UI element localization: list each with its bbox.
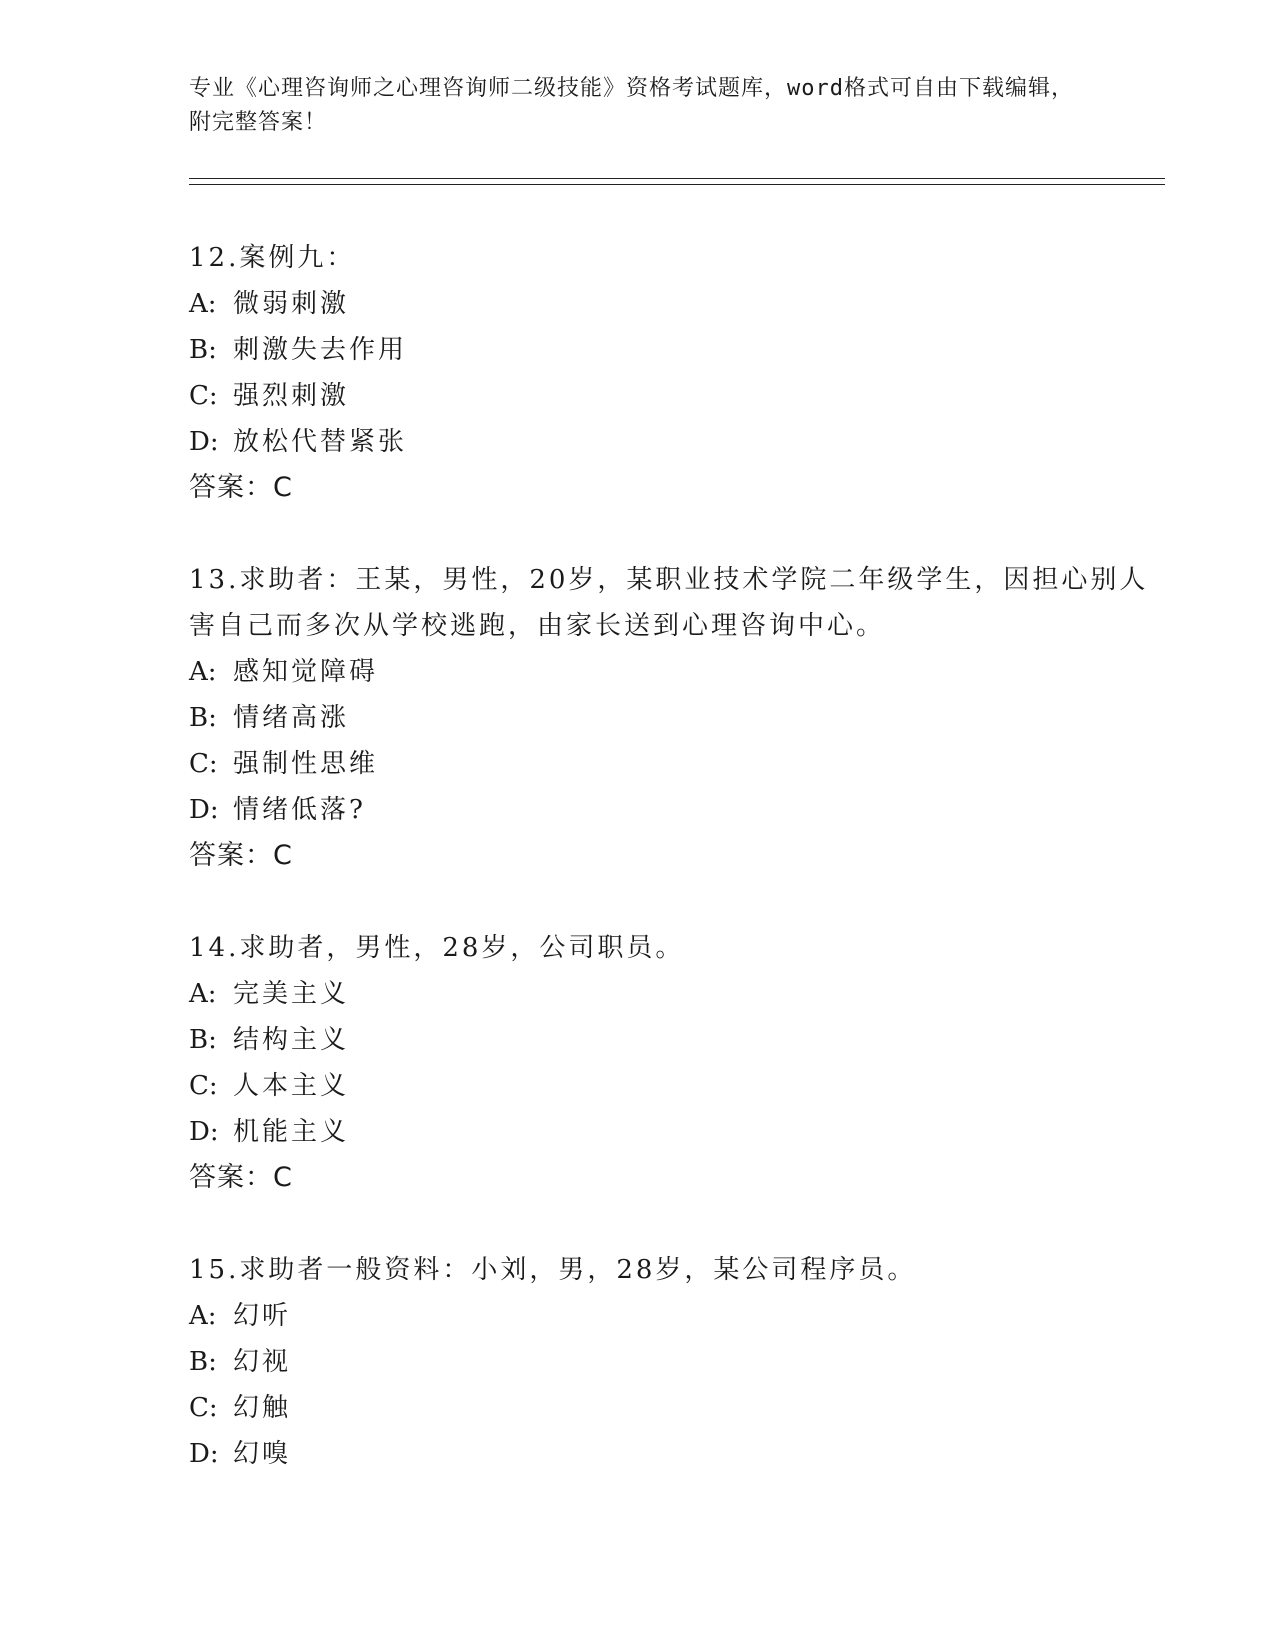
option-letter: B: xyxy=(189,703,217,733)
option-text: 完美主义 xyxy=(233,979,350,1009)
option-b xyxy=(189,327,1149,373)
option-text: 人本主义 xyxy=(233,1071,350,1101)
option-letter: A: xyxy=(189,657,217,687)
header-divider-top xyxy=(189,178,1165,179)
option-text: 结构主义 xyxy=(233,1025,350,1055)
option-letter: A: xyxy=(189,1301,217,1331)
question-12 xyxy=(189,235,1149,511)
option-text: 幻嗅 xyxy=(233,1439,292,1469)
option-letter: A: xyxy=(189,289,217,319)
option-a xyxy=(189,1293,1149,1339)
question-14 xyxy=(189,925,1149,1201)
option-letter: D: xyxy=(189,1117,219,1147)
option-a xyxy=(189,649,1149,695)
option-c xyxy=(189,1385,1149,1431)
option-c xyxy=(189,1063,1149,1109)
option-letter: C: xyxy=(189,749,218,779)
option-letter: B: xyxy=(189,1347,217,1377)
question-15 xyxy=(189,1247,1149,1477)
option-letter: C: xyxy=(189,1393,218,1423)
option-letter: B: xyxy=(189,1025,217,1055)
question-stem: 13.求助者：王某，男性，20岁，某职业技术学院二年级学生，因担心别人害自己而多次从学校逃跑，由家长送到心理咨询中心。 xyxy=(189,565,1149,641)
option-text: 强制性思维 xyxy=(233,749,379,779)
option-text: 放松代替紧张 xyxy=(233,427,408,457)
option-letter: C: xyxy=(189,381,218,411)
option-d xyxy=(189,1431,1149,1477)
question-list xyxy=(189,235,1149,1523)
question-13 xyxy=(189,557,1149,879)
option-text: 强烈刺激 xyxy=(233,381,350,411)
option-text: 机能主义 xyxy=(233,1117,350,1147)
option-c xyxy=(189,741,1149,787)
option-b xyxy=(189,1017,1149,1063)
answer-line: 答案：C xyxy=(189,472,293,503)
option-text: 情绪低落? xyxy=(233,795,366,825)
option-text: 幻听 xyxy=(233,1301,292,1331)
question-stem: 14.求助者，男性，28岁，公司职员。 xyxy=(189,933,685,963)
option-b xyxy=(189,1339,1149,1385)
option-letter: A: xyxy=(189,979,217,1009)
option-c xyxy=(189,373,1149,419)
option-text: 幻视 xyxy=(233,1347,292,1377)
option-letter: B: xyxy=(189,335,217,365)
question-stem: 12.案例九： xyxy=(189,243,356,273)
question-stem: 15.求助者一般资料：小刘，男，28岁，某公司程序员。 xyxy=(189,1255,917,1285)
option-d xyxy=(189,787,1149,833)
option-text: 刺激失去作用 xyxy=(233,335,408,365)
option-d xyxy=(189,1109,1149,1155)
option-text: 微弱刺激 xyxy=(233,289,350,319)
option-letter: D: xyxy=(189,427,219,457)
option-b xyxy=(189,695,1149,741)
option-letter: D: xyxy=(189,795,219,825)
option-a xyxy=(189,281,1149,327)
header-divider-bottom xyxy=(189,184,1165,185)
option-letter: C: xyxy=(189,1071,218,1101)
option-text: 情绪高涨 xyxy=(233,703,350,733)
option-a xyxy=(189,971,1149,1017)
option-text: 感知觉障碍 xyxy=(233,657,379,687)
answer-line: 答案：C xyxy=(189,1162,293,1193)
option-letter: D: xyxy=(189,1439,219,1469)
option-d xyxy=(189,419,1149,465)
option-text: 幻触 xyxy=(233,1393,292,1423)
answer-line: 答案：C xyxy=(189,840,293,871)
document-header: 专业《心理咨询师之心理咨询师二级技能》资格考试题库，word格式可自由下载编辑，附完整答案！ xyxy=(189,76,1074,135)
